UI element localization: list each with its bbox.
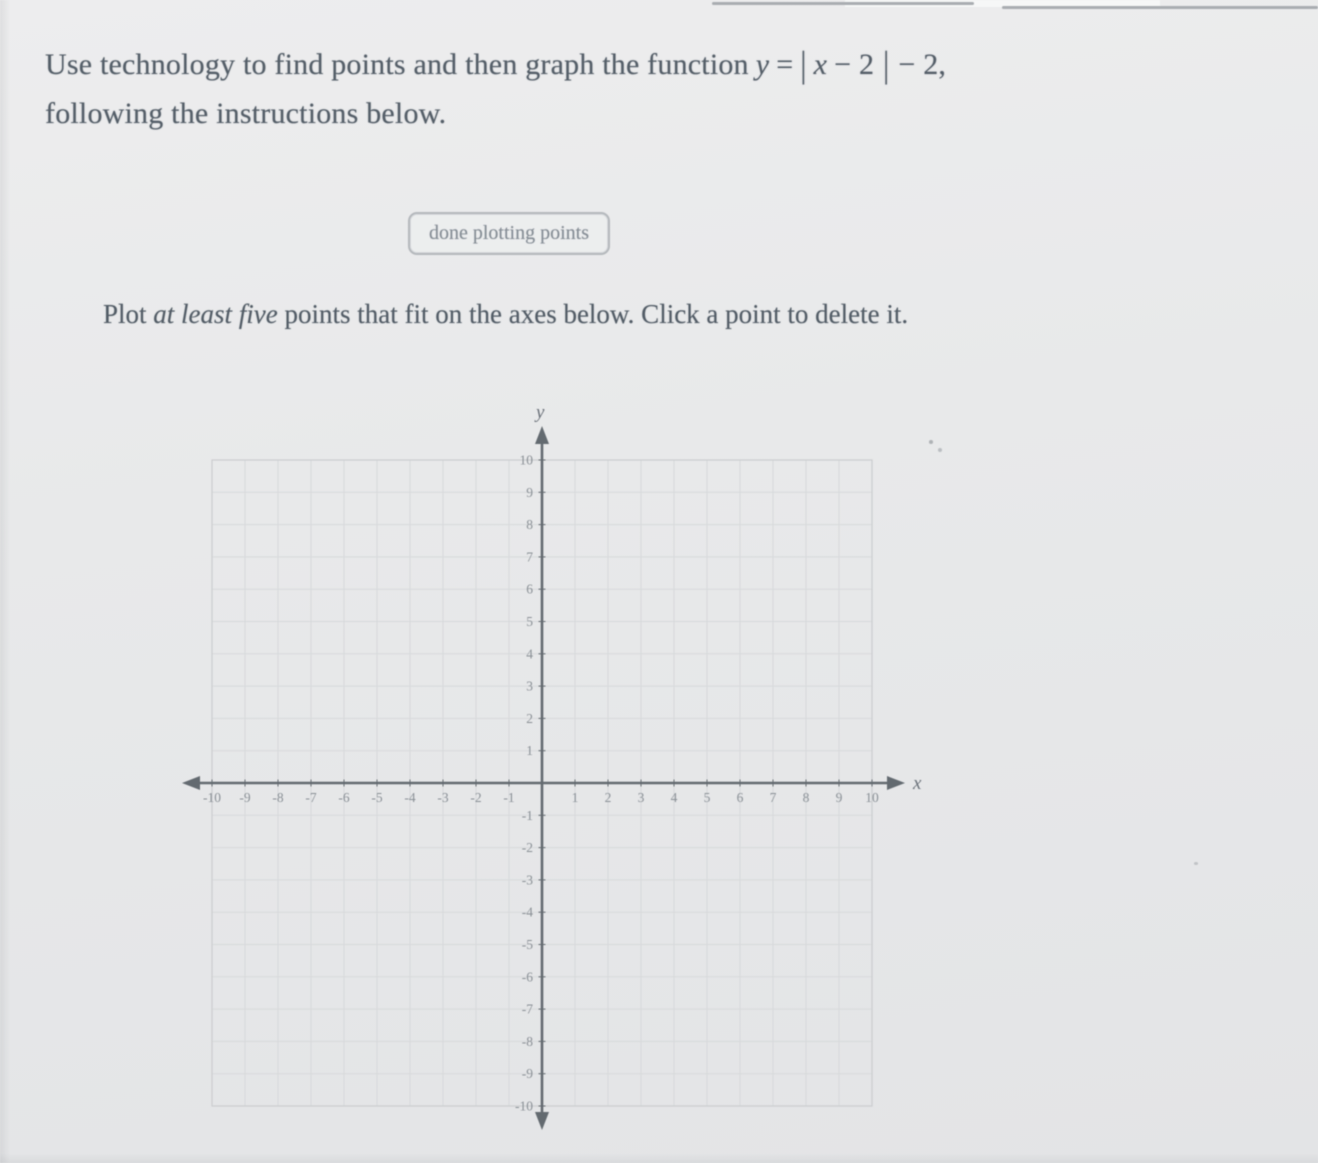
page-bottom-shadow xyxy=(0,1153,1318,1163)
math-variable-y: y xyxy=(755,48,770,81)
x-axis-label: x xyxy=(913,773,922,794)
y-tick-label: -6 xyxy=(521,969,533,985)
problem-text: Use technology to find points and then graph the function xyxy=(45,48,749,81)
y-tick-label: -5 xyxy=(521,937,533,952)
y-tick-label: -2 xyxy=(521,840,533,856)
x-tick-label: 8 xyxy=(802,790,810,805)
x-tick-label: 10 xyxy=(865,790,879,805)
y-tick-label: 9 xyxy=(526,484,533,500)
plot-instructions xyxy=(103,294,938,335)
y-tick-label: 10 xyxy=(519,452,533,468)
y-tick-label: 8 xyxy=(526,517,533,533)
instructions-emphasis: at least five xyxy=(153,299,278,329)
y-tick-label: 7 xyxy=(526,549,533,565)
math-abs-bar: | xyxy=(883,43,890,85)
instructions-prefix: Plot xyxy=(103,299,154,329)
y-axis-label: y xyxy=(536,402,545,423)
math-variable-x: x xyxy=(813,48,828,81)
y-tick-label: 6 xyxy=(526,581,533,597)
y-axis-top-arrow-icon xyxy=(535,426,549,444)
x-tick-label: 7 xyxy=(769,790,777,805)
math-equals: = xyxy=(776,48,794,81)
y-tick-label: -3 xyxy=(521,872,533,888)
y-tick-label: -7 xyxy=(521,1001,533,1017)
x-tick-label: 2 xyxy=(604,790,612,805)
y-axis-bottom-arrow-icon xyxy=(535,1112,549,1130)
x-tick-label: 4 xyxy=(670,790,678,805)
x-tick-label: -9 xyxy=(239,790,251,805)
y-tick-label: 1 xyxy=(526,743,533,759)
photo-speck xyxy=(1194,862,1198,865)
x-tick-label: 1 xyxy=(571,790,579,805)
x-axis-right-arrow-icon xyxy=(887,776,905,790)
math-minus-2: − 2 xyxy=(834,48,875,81)
y-tick-label: -9 xyxy=(521,1066,533,1082)
page-left-shadow xyxy=(0,0,10,1163)
top-card-edge-line xyxy=(1002,6,1318,9)
y-tick-label: 5 xyxy=(526,614,533,629)
y-tick-label: -1 xyxy=(521,807,533,823)
y-tick-label: -8 xyxy=(521,1033,533,1049)
coordinate-plane[interactable] xyxy=(160,390,950,1152)
x-tick-label: -6 xyxy=(338,790,350,805)
y-tick-label: -10 xyxy=(515,1098,533,1114)
x-tick-label: 3 xyxy=(637,790,645,805)
x-tick-label: -5 xyxy=(371,790,383,805)
x-tick-label: 5 xyxy=(703,790,711,805)
x-tick-label: -3 xyxy=(437,790,449,805)
x-tick-label: -8 xyxy=(272,790,284,805)
y-tick-label: 4 xyxy=(526,646,533,662)
problem-statement xyxy=(45,43,1295,131)
problem-statement-line1 xyxy=(45,43,1295,85)
y-tick-label: 2 xyxy=(526,710,533,726)
y-tick-label: -4 xyxy=(521,904,533,920)
x-tick-label: -10 xyxy=(203,790,221,805)
x-tick-label: -7 xyxy=(305,790,317,805)
top-card-edge-line xyxy=(712,2,974,5)
coordinate-grid-svg[interactable] xyxy=(160,390,950,1152)
x-axis-left-arrow-icon xyxy=(182,776,200,790)
math-minus-2-comma: − 2, xyxy=(898,48,947,81)
instructions-suffix: points that fit on the axes below. Click a point to delete it. xyxy=(277,299,909,329)
y-tick-label: 3 xyxy=(526,678,533,694)
math-abs-bar: | xyxy=(800,43,807,85)
x-tick-label: -2 xyxy=(470,790,482,805)
x-tick-label: 9 xyxy=(835,790,843,805)
problem-statement-line2: following the instructions below. xyxy=(45,97,447,130)
done-plotting-points-button[interactable]: done plotting points xyxy=(408,212,610,255)
x-tick-label: -1 xyxy=(503,790,515,805)
x-tick-label: 6 xyxy=(736,790,744,805)
x-tick-label: -4 xyxy=(404,790,416,805)
